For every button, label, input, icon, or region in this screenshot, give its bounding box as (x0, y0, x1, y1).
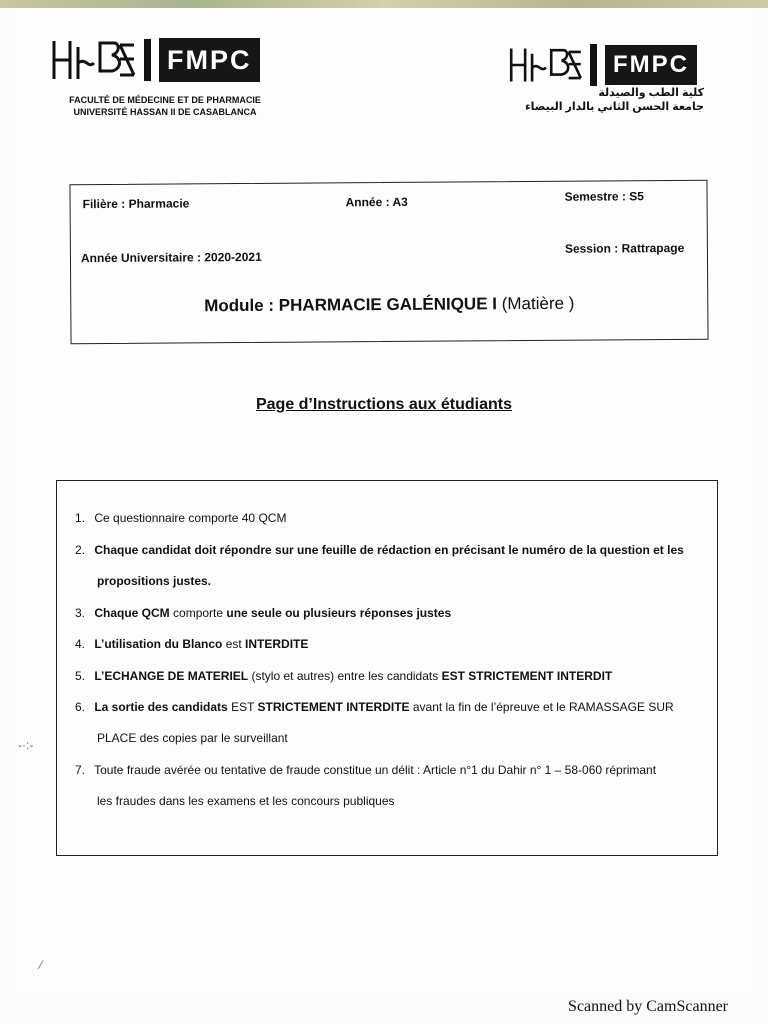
module-title: Module : PHARMACIE GALÉNIQUE I (Matière ) (204, 293, 575, 316)
logo-divider (144, 39, 151, 81)
instruction-item-4: 4. L’utilisation du Blanco est INTERDITE (75, 637, 309, 651)
instructions-box (56, 480, 718, 856)
filiere-label: Filière : Pharmacie (82, 196, 190, 212)
semestre-label: Semestre : S5 (564, 189, 644, 204)
university-emblem-icon (48, 39, 140, 81)
fmpc-logo-left (48, 38, 260, 82)
exam-page (16, 8, 752, 998)
fmpc-wordmark-left: FMPC (159, 38, 260, 82)
exam-info-box (69, 180, 708, 344)
pen-mark: ⁄ (40, 958, 43, 972)
faculty-name-french: FACULTÉ DE MÉDECINE ET DE PHARMACIE UNIVERSITÉ HASSAN II DE CASABLANCA (69, 95, 261, 117)
university-emblem-icon (506, 45, 586, 85)
instruction-item-5: 5. L’ECHANGE DE MATERIEL (stylo et autres) entre les candidats EST STRICTEMENT INTERDIT (75, 669, 613, 683)
instruction-item-6: 6. La sortie des candidats EST STRICTEMENT INTERDITE avant la fin de l’épreuve et le RAMASSAGE SUR PLACE des copies par le surveillant (75, 700, 674, 745)
annee-label: Année : A3 (345, 194, 408, 210)
pen-mark: -·:- (18, 738, 34, 752)
instruction-item-2: 2. Chaque candidat doit répondre sur une feuille de rédaction en précisant le numéro de la question et les propositions justes. (75, 543, 684, 588)
faculty-name-arabic: كلية الطب والصيدلة جامعة الحسن الثاني بالدار البيضاء (525, 87, 704, 113)
instructions-title: Page d’Instructions aux étudiants (255, 396, 513, 413)
instruction-item-1: 1. Ce questionnaire comporte 40 QCM (75, 511, 287, 525)
instruction-item-7: 7. Toute fraude avérée ou tentative de fraude constitue un délit : Article n°1 du Dahir n° 1 – 58-060 réprimant les fraudes dans les examens et les concours publiques (75, 763, 657, 808)
annee-universitaire-label: Année Universitaire : 2020-2021 (80, 249, 262, 266)
fmpc-wordmark-right: FMPC (605, 45, 697, 85)
session-label: Session : Rattrapage (564, 240, 685, 256)
fmpc-logo-right (506, 44, 697, 86)
instruction-item-3: 3. Chaque QCM comporte une seule ou plusieurs réponses justes (75, 606, 452, 620)
scan-top-edge (0, 0, 768, 8)
logo-divider (590, 44, 597, 86)
scanner-watermark: Scanned by CamScanner (568, 998, 728, 1015)
